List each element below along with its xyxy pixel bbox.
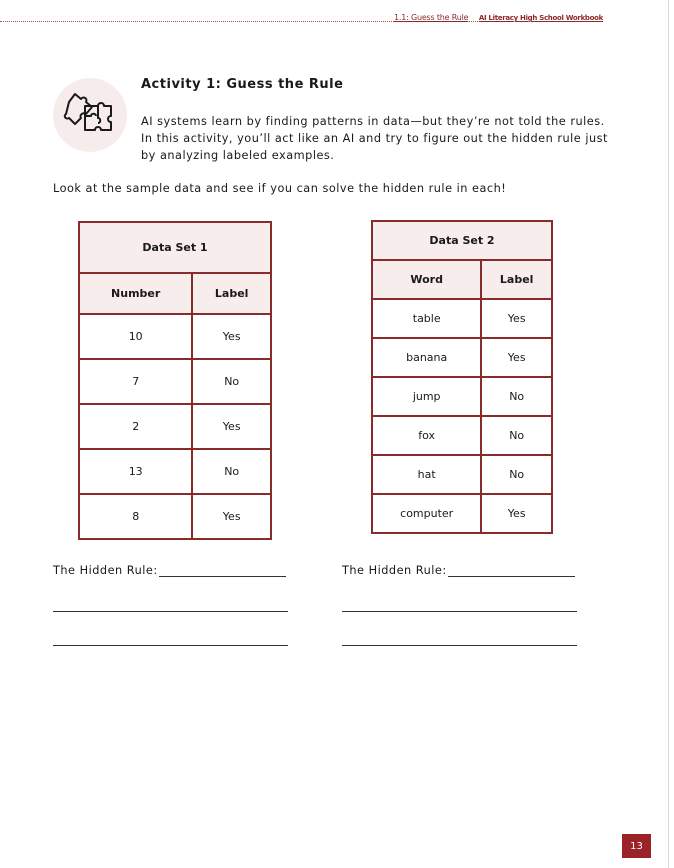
- table-row: [79, 449, 271, 494]
- activity-title: Activity 1: Guess the Rule: [141, 77, 344, 92]
- answer-line-2b[interactable]: [342, 645, 577, 646]
- header-section-link[interactable]: 1.1: Guess the Rule: [394, 13, 469, 22]
- data-set-1-table: [78, 221, 272, 540]
- label-cell: No: [192, 359, 271, 404]
- column-header-label: Label: [192, 273, 271, 314]
- answer-line-1b[interactable]: [53, 645, 288, 646]
- number-cell: 8: [79, 494, 192, 539]
- label-cell: No: [192, 449, 271, 494]
- label-cell: No: [481, 416, 552, 455]
- number-cell: 13: [79, 449, 192, 494]
- table-row: [79, 404, 271, 449]
- word-cell: computer: [372, 494, 481, 533]
- data-set-1-caption: Data Set 1: [79, 222, 271, 273]
- hidden-rule-blank-1[interactable]: [159, 576, 286, 577]
- activity-instructions: Look at the sample data and see if you can solve the hidden rule in each!: [53, 182, 507, 195]
- label-cell: Yes: [481, 494, 552, 533]
- word-cell: jump: [372, 377, 481, 416]
- word-cell: fox: [372, 416, 481, 455]
- hidden-rule-label-1: The Hidden Rule:: [53, 564, 158, 577]
- word-cell: hat: [372, 455, 481, 494]
- word-cell: table: [372, 299, 481, 338]
- table-row: [79, 359, 271, 404]
- label-cell: Yes: [481, 299, 552, 338]
- hidden-rule-label-2: The Hidden Rule:: [342, 564, 447, 577]
- column-header-word: Word: [372, 260, 481, 299]
- column-header-number: Number: [79, 273, 192, 314]
- data-set-2-table: [371, 220, 553, 534]
- label-cell: Yes: [192, 404, 271, 449]
- running-header: [394, 13, 603, 22]
- table-row: [372, 299, 552, 338]
- answer-line-2a[interactable]: [342, 611, 577, 612]
- label-cell: Yes: [481, 338, 552, 377]
- table-row: [372, 494, 552, 533]
- page-number: 13: [622, 834, 651, 858]
- column-header-label: Label: [481, 260, 552, 299]
- word-cell: banana: [372, 338, 481, 377]
- table-row: [372, 338, 552, 377]
- label-cell: Yes: [192, 314, 271, 359]
- number-cell: 10: [79, 314, 192, 359]
- puzzle-pieces-icon: [61, 86, 119, 144]
- activity-intro: AI systems learn by finding patterns in data—but they’re not told the rules. In this activity, you’ll act like an AI and try to figure out the hidden rule just by analyzing labeled examples.: [141, 115, 608, 162]
- label-cell: No: [481, 455, 552, 494]
- number-cell: 2: [79, 404, 192, 449]
- table-row: [79, 494, 271, 539]
- table-row: [79, 314, 271, 359]
- label-cell: No: [481, 377, 552, 416]
- answer-line-1a[interactable]: [53, 611, 288, 612]
- table-row: [372, 416, 552, 455]
- label-cell: Yes: [192, 494, 271, 539]
- table-row: [372, 455, 552, 494]
- puzzle-icon-badge: [53, 78, 127, 152]
- data-set-2-caption: Data Set 2: [372, 221, 552, 260]
- number-cell: 7: [79, 359, 192, 404]
- header-book-link[interactable]: AI Literacy High School Workbook: [478, 14, 604, 22]
- table-row: [372, 377, 552, 416]
- hidden-rule-blank-2[interactable]: [448, 576, 575, 577]
